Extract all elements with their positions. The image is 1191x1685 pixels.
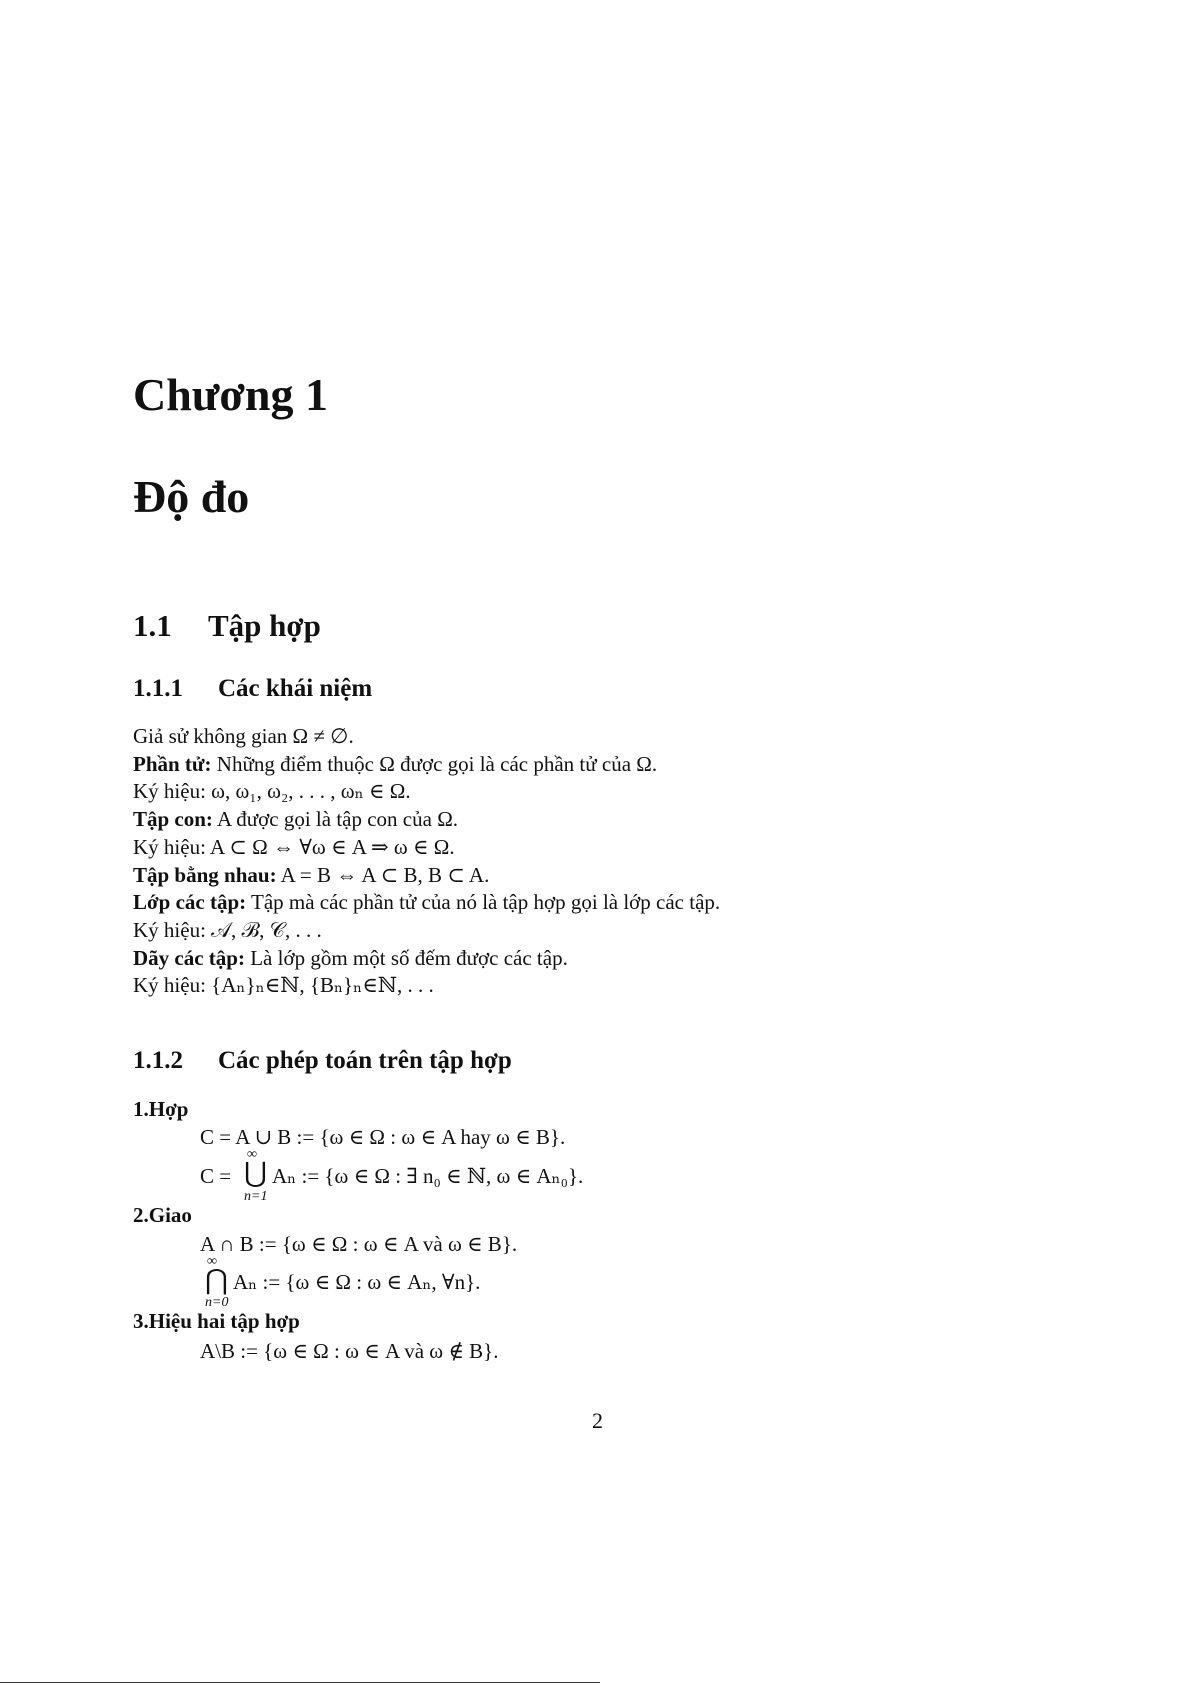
definition-text: Những điểm thuộc Ω được gọi là các phần tử của Ω. [211,751,658,776]
difference-heading: 3.Hiệu hai tập hợp [133,1309,300,1333]
intersection-upper-limit: ∞ [207,1254,217,1269]
definition-line [133,723,720,751]
big-intersection-symbol: ⋂ [205,1265,228,1296]
definition-term: Dãy các tập: [133,945,245,970]
union-heading: 1.Hợp [133,1097,189,1121]
union-formula-1: C = A ∪ B := {ω ∈ Ω : ω ∈ A hay ω ∈ B}. [200,1125,566,1149]
page-number: 2 [592,1408,603,1433]
section-number: 1.1 [133,608,172,643]
intersection-heading: 2.Giao [133,1203,192,1227]
definition-term: Phần tử: [133,751,212,776]
definition-text: A được gọi là tập con của Ω. [212,807,459,832]
section-title: Tập hợp [208,608,321,643]
definition-text: Ký hiệu: 𝒜, ℬ, 𝒞, . . . [133,917,322,942]
subsection-heading-operations [133,1048,512,1073]
subsection-number: 1.1.2 [133,1047,183,1074]
big-union-symbol: ⋃ [244,1158,267,1189]
intersection-formula-2: Aₙ := {ω ∈ Ω : ω ∈ Aₙ, ∀n}. [233,1270,481,1294]
definition-text: A = B ⇔ A ⊂ B, B ⊂ A. [276,862,490,887]
difference-formula: A\B := {ω ∈ Ω : ω ∈ A và ω ∉ B}. [200,1339,499,1363]
definition-text: Giả sử không gian Ω ≠ ∅. [133,724,354,748]
union-formula-2-lhs: C = [200,1164,232,1188]
definition-line [133,834,720,862]
definition-term: Tập bằng nhau: [133,862,277,887]
union-upper-limit: ∞ [247,1147,257,1162]
subsection-title: Các khái niệm [218,675,373,702]
subsection-number: 1.1.1 [133,675,183,702]
chapter-label: Chương 1 [133,369,328,420]
subsection-title: Các phép toán trên tập hợp [218,1047,512,1074]
definition-text: Ký hiệu: ω, ω₁, ω₂, . . . , ωₙ ∈ Ω. [133,779,411,804]
definition-text: Tập mà các phần tử của nó là tập hợp gọi là lớp các tập. [246,890,721,915]
definition-text: Ký hiệu: {Aₙ}ₙ∈ℕ, {Bₙ}ₙ∈ℕ, . . . [133,973,434,998]
definition-line [133,751,720,779]
bottom-rule [0,1682,600,1683]
chapter-title: Độ đo [133,471,250,522]
definition-line [133,806,720,834]
definitions-block [133,723,720,1000]
definition-line [133,778,720,806]
definition-text: Là lớp gồm một số đếm được các tập. [244,945,568,970]
intersection-formula-1: A ∩ B := {ω ∈ Ω : ω ∈ A và ω ∈ B}. [200,1232,518,1256]
union-formula-2-rhs: Aₙ := {ω ∈ Ω : ∃ n₀ ∈ ℕ, ω ∈ Aₙ₀}. [272,1164,584,1188]
definition-line [133,972,720,1000]
subsection-heading-concepts [133,676,372,701]
definition-line [133,889,720,917]
section-heading [133,610,321,641]
definition-line [133,862,720,890]
intersection-lower-limit: n=0 [205,1295,229,1310]
definition-line [133,945,720,973]
union-lower-limit: n=1 [244,1189,268,1204]
definition-line [133,917,720,945]
definition-term: Tập con: [133,807,213,832]
definition-term: Lớp các tập: [133,890,247,915]
definition-text: Ký hiệu: A ⊂ Ω ⇔ ∀ω ∈ A ⇒ ω ∈ Ω. [133,834,455,859]
